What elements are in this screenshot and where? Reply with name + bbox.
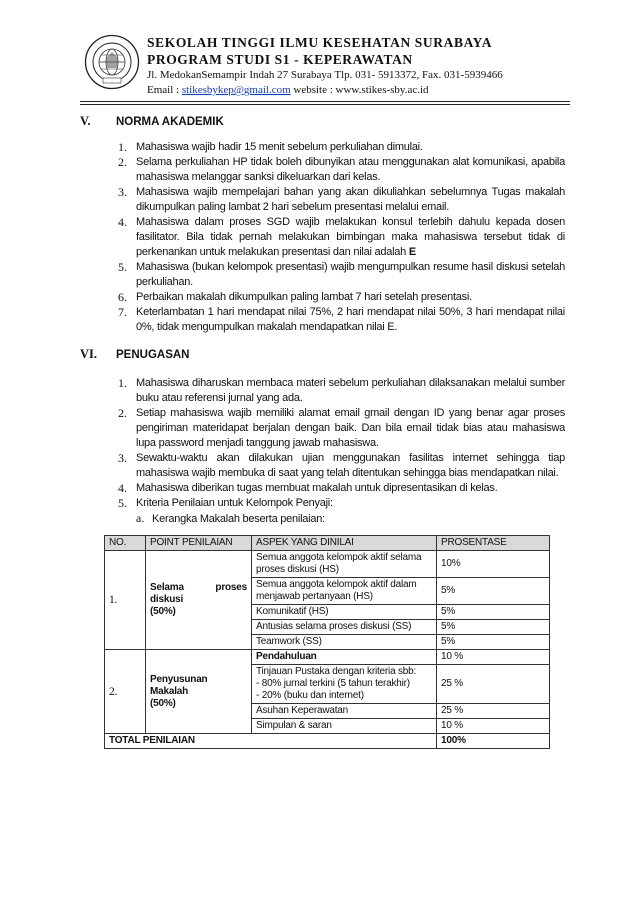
school-name: SEKOLAH TINGGI ILMU KESEHATAN SURABAYA <box>147 35 493 50</box>
list-item: 1. Mahasiswa wajib hadir 15 menit sebelum perkuliahan dimulai. <box>118 140 423 154</box>
table-row <box>105 551 550 578</box>
aspek-cell: Teamwork (SS) <box>252 635 437 650</box>
list-item: 5. Kriteria Penilaian untuk Kelompok Penyaji: <box>118 496 333 510</box>
list-item: 2. Selama perkuliahan HP tidak boleh dibunyikan atau menggunakan alat komunikasi, apabila mahasiswa melanggar sanksi dikeluarkan dari kelas. <box>118 155 565 183</box>
email-link[interactable]: stikesbykep@gmail.com <box>181 84 291 96</box>
pct-cell: 10 % <box>437 650 550 665</box>
list-item: 5. Mahasiswa (bukan kelompok presentasi) wajib mengumpulkan resume hasil diskusi setelah perkuliahan. <box>118 260 565 288</box>
grading-table <box>104 535 550 749</box>
pct-cell: 25 % <box>437 665 550 704</box>
aspek-cell: Tinjauan Pustaka dengan kriteria sbb: - 80% jurnal terkini (5 tahun terakhir) - 20% (buku dan internet) <box>252 665 437 704</box>
email-label: Email : <box>147 84 182 96</box>
section-heading-norma <box>80 114 224 129</box>
aspek-cell: Semua anggota kelompok aktif dalam menjawab pertanyaan (HS) <box>252 578 437 605</box>
list-item: 6. Perbaikan makalah dikumpulkan paling lambat 7 hari setelah presentasi. <box>118 290 472 304</box>
section-title: NORMA AKADEMIK <box>116 116 224 128</box>
list-item: 1. Mahasiswa diharuskan membaca materi sebelum perkuliahan dilaksanakan melalui sumber buku atau referensi jurnal yang ada. <box>118 376 565 404</box>
list-item: 2. Setiap mahasiswa wajib memiliki alamat email gmail dengan ID yang benar agar proses pengiriman materidapat berjalan dengan baik. Dan bila email tidak bias atau mahasiswa lupa password menjadi tanggung jawab mahasiswa. <box>118 406 565 449</box>
pct-cell: 5% <box>437 578 550 605</box>
list-item: 3. Sewaktu-waktu akan dilakukan ujian menggunakan fasilitas internet sehingga tiap mahasiswa wajib membuka di saat yang telah ditentukan sehingga bias mendapatkan nilai. <box>118 451 565 479</box>
aspek-cell: Antusias selama proses diskusi (SS) <box>252 620 437 635</box>
table-header-row <box>105 536 550 551</box>
total-label: TOTAL PENILAIAN <box>105 734 437 749</box>
pct-cell: 5% <box>437 605 550 620</box>
point-cell: Selama proses diskusi (50%) <box>146 551 252 650</box>
aspek-cell: Pendahuluan <box>252 650 437 665</box>
group-number: 2. <box>105 650 146 734</box>
school-logo-icon <box>84 34 140 90</box>
penugasan-list <box>118 376 565 527</box>
list-item: 3. Mahasiswa wajib mempelajari bahan yang akan dikuliahkan sebelumnya Tugas makalah dikumpulkan paling lambat 2 hari sebelum presentasi melalui email. <box>118 185 565 213</box>
table-total-row <box>105 734 550 749</box>
header-divider-2 <box>80 104 570 105</box>
aspek-cell: Semua anggota kelompok aktif selama proses diskusi (HS) <box>252 551 437 578</box>
aspek-cell: Asuhan Keperawatan <box>252 704 437 719</box>
total-value: 100% <box>437 734 550 749</box>
column-header: POINT PENILAIAN <box>146 536 252 551</box>
letterhead <box>80 34 580 98</box>
grade-e: E <box>408 246 416 258</box>
table-row <box>105 650 550 665</box>
header-divider <box>80 101 570 102</box>
contact-line <box>147 83 577 98</box>
sub-list-item: a. Kerangka Makalah beserta penilaian: <box>136 511 325 525</box>
column-header: PROSENTASE <box>437 536 550 551</box>
section-title: PENUGASAN <box>116 349 190 361</box>
program-name: PROGRAM STUDI S1 - KEPERAWATAN <box>147 52 413 67</box>
section-number: VI. <box>80 347 98 361</box>
pct-cell: 5% <box>437 635 550 650</box>
aspek-cell: Simpulan & saran <box>252 719 437 734</box>
aspek-cell: Komunikatif (HS) <box>252 605 437 620</box>
norma-list <box>118 140 565 335</box>
pct-cell: 10% <box>437 551 550 578</box>
pct-cell: 10 % <box>437 719 550 734</box>
list-item: 4. Mahasiswa dalam proses SGD wajib melakukan konsul terlebih dahulu kepada dosen fasilitator. Bila tidak pernah melakukan bimbingan maka mahasiswa tersebut tidak di perkenankan untuk melakukan presentasi dan nilai adalah E <box>118 215 565 258</box>
pct-cell: 25 % <box>437 704 550 719</box>
address: Jl. MedokanSemampir Indah 27 Surabaya Tlp. 031- 5913372, Fax. 031-5939466 <box>147 69 503 81</box>
list-item: 4. Mahasiswa diberikan tugas membuat makalah untuk dipresentasikan di kelas. <box>118 481 498 495</box>
point-cell: Penyusunan Makalah (50%) <box>146 650 252 734</box>
list-item: 7. Keterlambatan 1 hari mendapat nilai 75%, 2 hari mendapat nilai 50%, 3 hari mendapat nilai 0%, tidak mengumpulkan makalah mendapatkan nilai E. <box>118 305 565 333</box>
section-number: V. <box>80 114 91 128</box>
section-heading-penugasan <box>80 347 189 362</box>
column-header: NO. <box>105 536 146 551</box>
column-header: ASPEK YANG DINILAI <box>252 536 437 551</box>
pct-cell: 5% <box>437 620 550 635</box>
website-text: website : www.stikes-sby.ac.id <box>290 84 429 96</box>
group-number: 1. <box>105 551 146 650</box>
